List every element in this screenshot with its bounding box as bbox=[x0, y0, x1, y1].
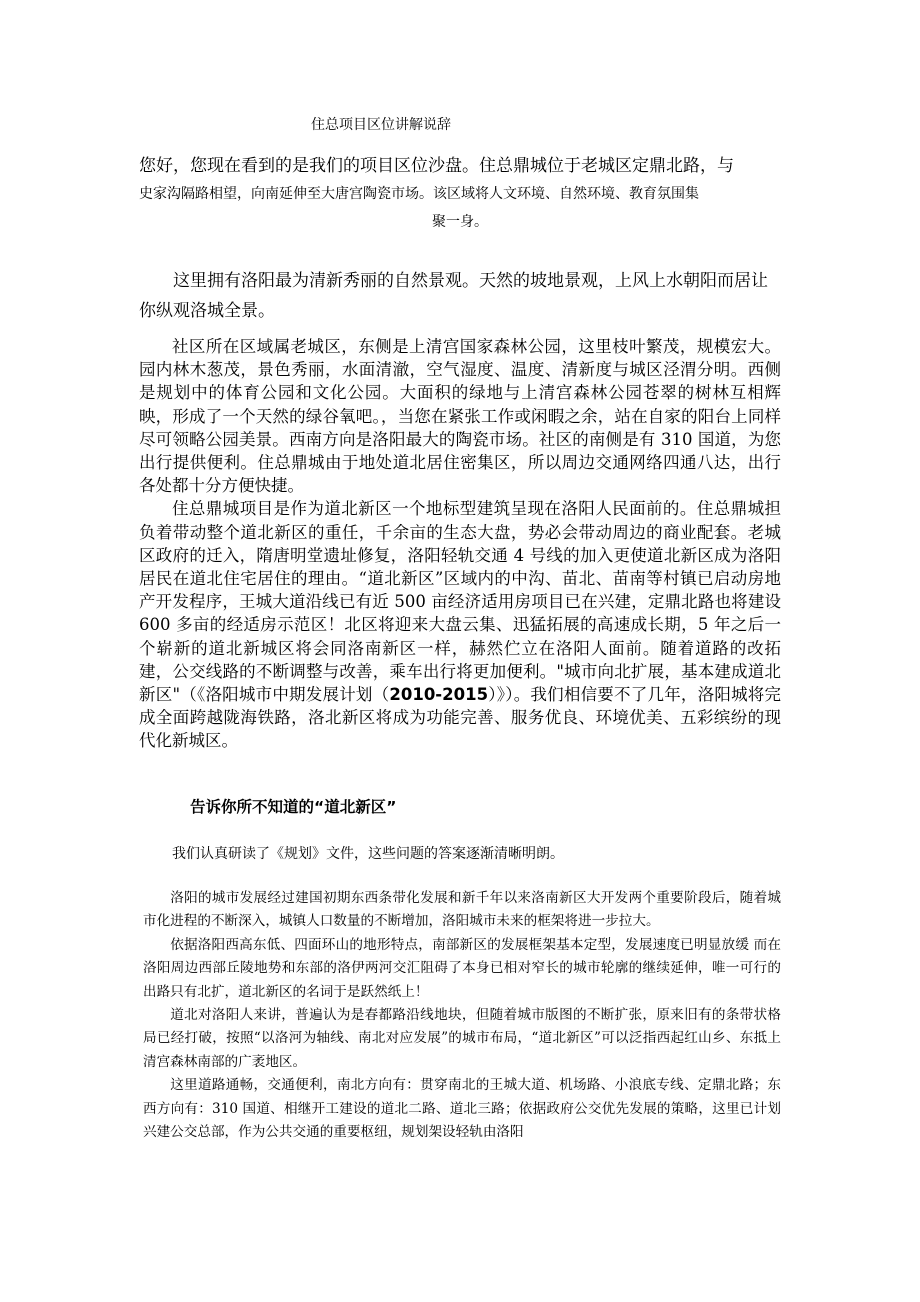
intro-line-2: 史家沟隔路相望，向南延伸至大唐宫陶瓷市场。该区域将人文环境、自然环境、教育氛围集 bbox=[139, 186, 699, 202]
intro-line-3: 聚一身。 bbox=[432, 214, 488, 230]
plan-years: 2010-2015 bbox=[389, 685, 489, 705]
project-text-after: ）》）。我们相信要不了几年，洛阳城将完成全面跨越陇海铁路，洛北新区将成为功能完善、服务优良、环境优美、五彩缤纷的现代化新城区。 bbox=[139, 685, 782, 751]
document-title: 住总项目区位讲解说辞 bbox=[311, 117, 451, 133]
main-body bbox=[139, 335, 781, 753]
development-paragraph: 洛阳的城市发展经过建国初期东西条带化发展和新千年以来洛南新区大开发两个重要阶段后，随着城市化进程的不断深入，城镇人口数量的不断增加，洛阳城市未来的框架将进一步拉大。 bbox=[143, 890, 781, 930]
project-text-before: 住总鼎城项目是作为道北新区一个地标型建筑呈现在洛阳人民面前的。住总鼎城担负着带动整个道北新区的重任，千余亩的生态大盘，势必会带动周边的商业配套。老城区政府的迁入，隋唐明堂遗址修复，洛阳轻轨交通 4 号线的加入更使道北新区成为洛阳居民在道北住宅居住的理由。“道北新区”区域内的中沟、苗北、苗南等村镇已启动房地产开发程序，王城大道沿线已有近 500 亩经济适用房项目已在兴建，定鼎北路也将建设 600 多亩的经适房示范区！北区将迎来大盘云集、迅猛拓展的高速成长期，5 年之后一个崭新的道北新城区将会同洛南新区一样，赫然伫立在洛阳人面前。随着道路的改拓建，公交线路的不断调整与改善，乘车出行将更加便利。"城市向北扩展，基本建成道北新区"（《洛阳城市中期发展计划（ bbox=[139, 499, 781, 705]
daobei-definition-paragraph: 道北对洛阳人来讲，普遍认为是春都路沿线地块，但随着城市版图的不断扩张，原来旧有的条带状格局已经打破，按照“以洛河为轴线、南北对应发展”的城市布局，“道北新区”可以泛指西起红山乡、东抵上清宫森林南部的广袤地区。 bbox=[143, 1007, 781, 1070]
transport-paragraph: 这里道路通畅，交通便利，南北方向有：贯穿南北的王城大道、机场路、小浪底专线、定鼎北路；东西方向有：310 国道、相继开工建设的道北二路、道北三路；依据政府公交优先发展的策略，这里已计划兴建公交总部，作为公共交通的重要枢纽，规划架设轻轨由洛阳 bbox=[143, 1077, 781, 1141]
study-line: 我们认真研读了《规划》文件，这些问题的答案逐渐清晰明朗。 bbox=[172, 846, 564, 862]
community-paragraph: 社区所在区域属老城区，东侧是上清宫国家森林公园，这里枝叶繁茂，规模宏大。园内林木葱茂，景色秀丽，水面清澈，空气湿度、温度、清新度与城区泾渭分明。西侧是规划中的体育公园和文化公园。大面积的绿地与上清宫森林公园苍翠的树林互相辉映，形成了一个天然的绿谷氧吧。，当您在紧张工作或闲暇之余，站在自家的阳台上同样尽可领略公园美景。西南方向是洛阳最大的陶瓷市场。社区的南侧是有 310 国道，为您出行提供便利。住总鼎城由于地处道北居住密集区，所以周边交通网络四通八达，出行各处都十分方便快捷。 bbox=[139, 337, 781, 496]
landscape-paragraph bbox=[139, 266, 781, 326]
project-paragraph bbox=[139, 497, 781, 752]
intro-paragraph bbox=[139, 152, 781, 236]
intro-line-1: 您好，您现在看到的是我们的项目区位沙盘。住总鼎城位于老城区定鼎北路，与 bbox=[139, 156, 734, 176]
terrain-paragraph: 依据洛阳西高东低、四面环山的地形特点，南部新区的发展框架基本定型，发展速度已明显放缓 而在洛阳周边西部丘陵地势和东部的洛伊两河交汇阻碍了本身已相对窄长的城市轮廓的继续延伸，唯一可行的出路只有北扩，道北新区的名词于是跃然纸上！ bbox=[143, 936, 781, 1000]
landscape-text: 这里拥有洛阳最为清新秀丽的自然景观。天然的坡地景观，上风上水朝阳而居让你纵观洛城全景。 bbox=[139, 271, 768, 321]
section-heading: 告诉你所不知道的“道北新区” bbox=[190, 798, 397, 816]
secondary-body bbox=[143, 887, 781, 1144]
